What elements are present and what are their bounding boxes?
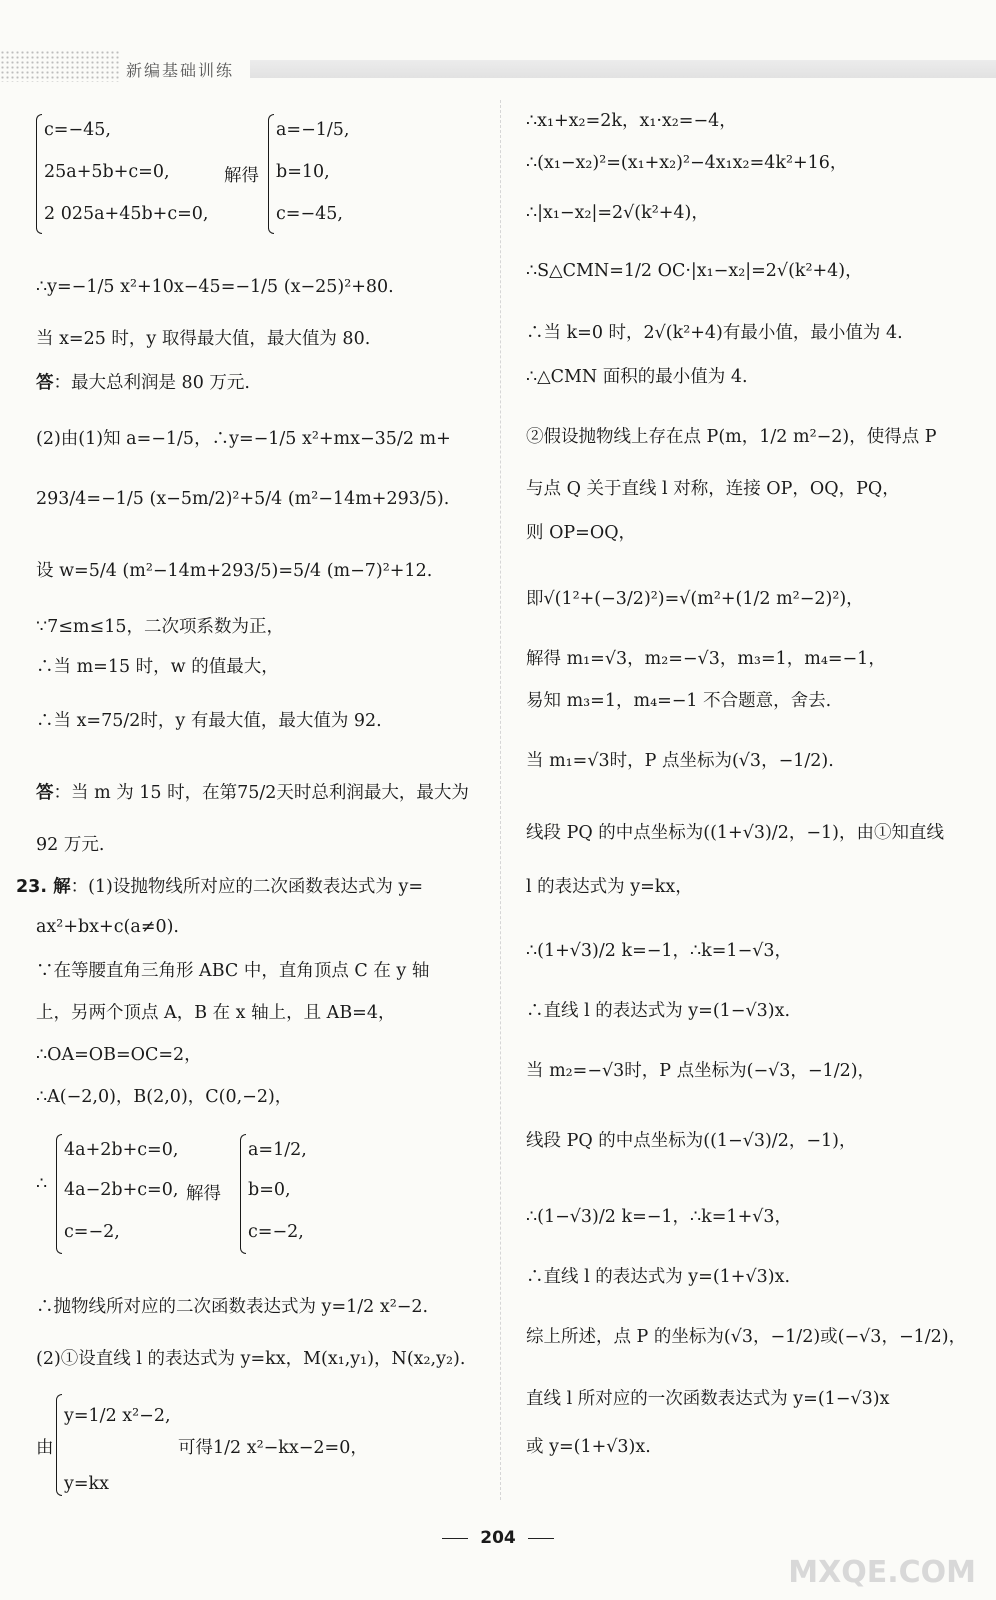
text-line: 与点 Q 关于直线 l 对称，连接 OP，OQ，PQ，	[526, 479, 900, 499]
text-line: 当 x=25 时，y 取得最大值，最大值为 80.	[36, 329, 371, 349]
text-line: ∴当 k=0 时，2√(k²+4)有最小值，最小值为 4.	[526, 323, 903, 343]
text-line: ∴A(−2,0)，B(2,0)，C(0,−2)，	[36, 1087, 293, 1107]
system-eq: 2 025a+45b+c=0,	[44, 204, 209, 224]
text-line: l 的表达式为 y=kx，	[526, 877, 693, 897]
solution: b=10,	[276, 162, 330, 182]
text-line: 则 OP=OQ，	[526, 523, 637, 543]
system-brace	[56, 1134, 62, 1254]
system-eq: c=−45,	[44, 120, 111, 140]
text-line: ∴△CMN 面积的最小值为 4.	[526, 367, 748, 387]
problem-number: 23. 解	[16, 877, 71, 897]
system-eq: 4a−2b+c=0,	[64, 1180, 179, 1200]
text-line: ∴当 m=15 时，w 的值最大，	[36, 657, 279, 677]
page-header	[0, 0, 996, 92]
text-line: 综上所述，点 P 的坐标为(√3，−1/2)或(−√3，−1/2)，	[526, 1327, 967, 1347]
system-eq: y=1/2 x²−2,	[64, 1406, 171, 1426]
text-line: 易知 m₃=1，m₄=−1 不合题意，舍去.	[526, 691, 832, 711]
text-line: ∴(x₁−x₂)²=(x₁+x₂)²−4x₁x₂=4k²+16，	[526, 153, 848, 173]
solution-brace	[268, 114, 274, 234]
problem-line	[16, 876, 423, 898]
text-line: 即√(1²+(−3/2)²)=√(m²+(1/2 m²−2)²)，	[526, 589, 864, 609]
text-line: ∵在等腰直角三角形 ABC 中，直角顶点 C 在 y 轴	[36, 961, 430, 981]
text-line: ∴y=−1/5 x²+10x−45=−1/5 (x−25)²+80.	[36, 277, 394, 297]
therefore-mark: ∴	[36, 1174, 48, 1194]
system-eq: c=−2,	[64, 1222, 120, 1242]
answer-line	[36, 782, 469, 804]
text-line: (2)①设直线 l 的表达式为 y=kx，M(x₁,y₁)，N(x₂,y₂).	[36, 1349, 466, 1369]
text-line: ∴S△CMN=1/2 OC·|x₁−x₂|=2√(k²+4)，	[526, 261, 863, 281]
answer-label: 答	[36, 373, 54, 393]
page-footer	[0, 1528, 996, 1548]
text-line: ∴(1−√3)/2 k=−1，∴k=1+√3，	[526, 1207, 793, 1227]
text-line: 解得 m₁=√3，m₂=−√3，m₃=1，m₄=−1，	[526, 649, 886, 669]
solution-brace	[240, 1134, 246, 1254]
text-line: 设 w=5/4 (m²−14m+293/5)=5/4 (m−7)²+12.	[36, 561, 433, 581]
footer-dash-left	[442, 1538, 468, 1539]
text-line: ∴直线 l 的表达式为 y=(1+√3)x.	[526, 1267, 791, 1287]
column-divider	[500, 100, 501, 1500]
text-line: 线段 PQ 的中点坐标为((1+√3)/2，−1)，由①知直线	[526, 823, 944, 843]
text-line: 直线 l 所对应的一次函数表达式为 y=(1−√3)x	[526, 1389, 890, 1409]
from-label: 由	[36, 1438, 54, 1458]
text-line: 293/4=−1/5 (x−5m/2)²+5/4 (m²−14m+293/5).	[36, 489, 450, 509]
text-line: ∵7≤m≤15，二次项系数为正，	[36, 617, 284, 637]
text-line: ax²+bx+c(a≠0).	[36, 917, 179, 937]
system-brace	[56, 1394, 62, 1496]
answer-label: 答	[36, 783, 54, 803]
header-dot-pattern	[0, 50, 120, 82]
result-text: 可得1/2 x²−kx−2=0，	[178, 1438, 368, 1458]
problem-text: ：(1)设抛物线所对应的二次函数表达式为 y=	[70, 877, 423, 897]
watermark-logo: MXQE.COM	[788, 1555, 976, 1590]
solve-label: 解得	[224, 166, 259, 186]
solution: c=−2,	[248, 1222, 304, 1242]
solution: b=0,	[248, 1180, 291, 1200]
text-line: 上，另两个顶点 A，B 在 x 轴上，且 AB=4，	[36, 1003, 396, 1023]
system-eq: 4a+2b+c=0,	[64, 1140, 179, 1160]
text-line: 当 m₁=√3时，P 点坐标为(√3，−1/2).	[526, 751, 834, 771]
solution: a=1/2,	[248, 1140, 307, 1160]
text-line: ∴抛物线所对应的二次函数表达式为 y=1/2 x²−2.	[36, 1297, 429, 1317]
solution: c=−45,	[276, 204, 343, 224]
text-line: ②假设抛物线上存在点 P(m，1/2 m²−2)，使得点 P	[526, 427, 937, 447]
text-line: ∴x₁+x₂=2k，x₁·x₂=−4，	[526, 111, 737, 131]
text-line: 或 y=(1+√3)x.	[526, 1437, 651, 1457]
solve-label: 解得	[186, 1184, 221, 1204]
text-line: 线段 PQ 的中点坐标为((1−√3)/2，−1)，	[526, 1131, 857, 1151]
solution: a=−1/5,	[276, 120, 350, 140]
text-line: 92 万元.	[36, 835, 105, 855]
page-number: 204	[480, 1528, 516, 1548]
header-title: 新编基础训练	[126, 61, 235, 80]
system-brace	[36, 114, 42, 234]
system-eq: y=kx	[64, 1474, 110, 1494]
text-line: ∴直线 l 的表达式为 y=(1−√3)x.	[526, 1001, 791, 1021]
text-line: ∴|x₁−x₂|=2√(k²+4)，	[526, 203, 709, 223]
answer-text: ：当 m 为 15 时，在第75/2天时总利润最大，最大为	[53, 783, 469, 803]
text-line: (2)由(1)知 a=−1/5，∴y=−1/5 x²+mx−35/2 m+	[36, 429, 451, 449]
text-line: 当 m₂=−√3时，P 点坐标为(−√3，−1/2)，	[526, 1061, 876, 1081]
footer-dash-right	[528, 1538, 554, 1539]
text-line: ∴当 x=75/2时，y 有最大值，最大值为 92.	[36, 711, 382, 731]
answer-text: ：最大总利润是 80 万元.	[53, 373, 250, 393]
answer-line	[36, 372, 250, 394]
text-line: ∴(1+√3)/2 k=−1，∴k=1−√3，	[526, 941, 793, 961]
header-bar	[250, 60, 996, 78]
text-line: ∴OA=OB=OC=2，	[36, 1045, 202, 1065]
system-eq: 25a+5b+c=0,	[44, 162, 170, 182]
